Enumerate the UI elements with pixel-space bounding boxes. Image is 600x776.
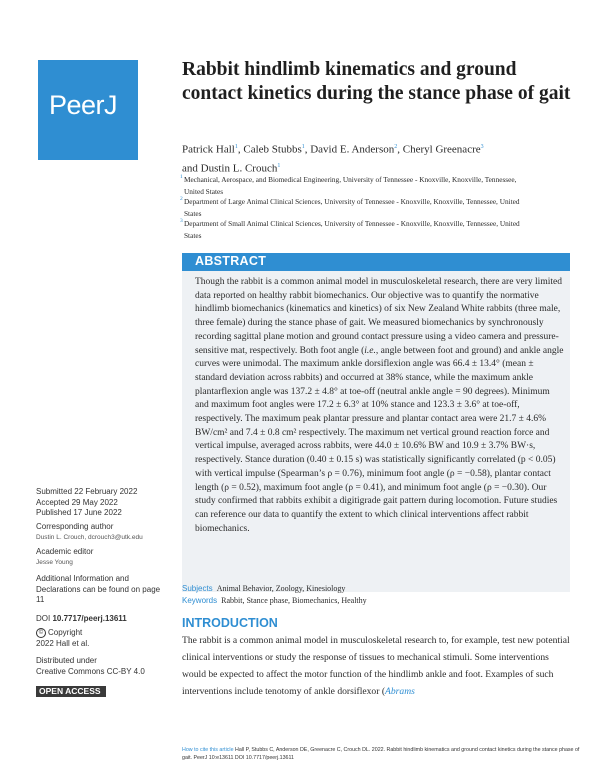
logo-text: PeerJ [49, 90, 118, 120]
submitted-date: Submitted 22 February 2022 [36, 487, 138, 496]
license-intro: Distributed under [36, 656, 97, 665]
affiliation-text: Mechanical, Aerospace, and Biomedical Engineering, University of Tennessee - Knoxville, Knoxville, Tennessee, United States [184, 175, 517, 196]
keywords-value: Rabbit, Stance phase, Biomechanics, Healthy [221, 596, 367, 605]
academic-editor-value: Jesse Young [36, 559, 73, 566]
author-name: Dustin L. Crouch [200, 162, 278, 175]
academic-editor-label: Academic editor [36, 547, 94, 556]
abstract-part: Though the rabbit is a common animal model in musculoskeletal research, there are very limited data reported on healthy rabbit biomechanics. Our objective was to quantify the normative hindlimb biomechanics (kinematics and kinetics) of six New Zealand White rabbits (three male, three female) during the stance phase of gait. We measured biomechanics by synchronously recording sagittal plane motion and ground contact pressure using a video camera and pressure-sensitive mat, respectively. Both foot angle ( [195, 277, 562, 356]
author-affil-num: 3 [480, 144, 484, 150]
affiliation-text: Department of Small Animal Clinical Sciences, University of Tennessee - Knoxville, Knoxville, Tennessee, United States [184, 219, 520, 240]
citation-footer [182, 746, 582, 762]
copyright-label: Copyright [48, 628, 83, 638]
copyright-value: 2022 Hall et al. [36, 638, 90, 648]
author-affil-num: 2 [394, 144, 398, 150]
peerj-logo [38, 60, 138, 160]
paper-title: Rabbit hindlimb kinematics and ground contact kinetics during the stance phase of gait [182, 59, 571, 104]
doi-line[interactable] [36, 614, 166, 625]
affiliation-text: Department of Large Animal Clinical Sciences, University of Tennessee - Knoxville, Knoxville, Tennessee, United States [184, 197, 520, 218]
affiliation-number: 3 [180, 218, 183, 224]
introduction-text [182, 632, 572, 700]
doi-value[interactable]: 10.7717/peerj.13611 [52, 614, 127, 623]
affiliation [180, 196, 530, 219]
copyright-icon: © [36, 628, 46, 638]
published-date: Published 17 June 2022 [36, 508, 122, 517]
corresponding-author-label: Corresponding author [36, 522, 114, 531]
affiliation [180, 174, 530, 197]
open-access-badge [36, 686, 106, 697]
citation-link[interactable]: Abrams [385, 686, 415, 697]
affiliation-number: 2 [180, 196, 183, 202]
author-name: David E. Anderson [310, 143, 395, 156]
subjects-value: Animal Behavior, Zoology, Kinesiology [216, 584, 346, 593]
author-name: Patrick Hall [182, 143, 235, 156]
keywords-label: Keywords [182, 596, 218, 605]
copyright-line [36, 628, 166, 649]
introduction-body: The rabbit is a common animal model in musculoskeletal research to, for example, test new potential clinical interventions or study the response of tissues to mechanical stimuli. Some interventions would be expected to affect the motor function of the hindlimb ankle and foot. Examples of such interventions include tenotomy of ankle dorsiflexor ( [182, 635, 570, 697]
submission-dates [36, 487, 166, 519]
abstract-text [195, 276, 565, 536]
corresponding-author-value[interactable]: Dustin L. Crouch, dcrouch3@utk.edu [36, 534, 143, 541]
affiliation [180, 218, 530, 241]
citation-footer-text: Hall P, Stubbs C, Anderson DE, Greenacre C, Crouch DL. 2022. Rabbit hindlimb kinematics and ground contact kinetics during the stance phase of gait. PeerJ 10:e13611 DOI 10.7717/peerj.13611 [182, 747, 580, 761]
author-list: Patrick Hall$^1$, Caleb Stubbs$^1$, David E. Anderson$^2$, Cheryl Greenacre$^3$ and Dustin L. Crouch$^1$ [182, 143, 484, 175]
additional-info-note: Additional Information and Declarations can be found on page 11 [36, 574, 161, 604]
introduction-heading: INTRODUCTION [182, 616, 278, 630]
abstract-part: , angle between foot and ground) and ankle angle curves were unimodal. The maximum ankle dorsiflexion angle was 66.4 ± 13.4° (mean ± standard deviation across rabbits) and occurred at 38% stance, while the maximum ankle plantarflexion angle was 137.2 ± 4.8° at toe-off (neutral ankle angle = 90 degrees). Minimum and maximum foot angles were 17.2 ± 6.3° at 10% stance and 123.3 ± 3.6° at toe-off, respectively. The maximum peak plantar pressure and plantar contact area were 21.7 ± 4.6% BW/cm² and 7.4 ± 0.8 cm² respectively. The maximum net vertical ground reaction force and vertical impulse, averaged across rabbits, were 44.0 ± 10.6% BW and 10.9 ± 3.7% BW·s, respectively. Stance duration (0.40 ± 0.15 s) was statistically significantly correlated (p < 0.05) with vertical impulse (Spearman’s ρ = 0.76), minimum foot angle (ρ = −0.58), plantar contact length (ρ = 0.52), maximum foot angle (ρ = 0.41), and minimum foot angle (ρ = −0.30). Our study confirmed that rabbits exhibit a digitigrade gait pattern during locomotion. Future studies can reference our data to quantify the extent to which clinical interventions affect rabbit biomechanics. [195, 345, 564, 534]
author-affil-num: 1 [277, 162, 281, 169]
affiliation-number: 1 [180, 174, 183, 180]
open-access-label: OPEN ACCESS [39, 686, 101, 696]
abstract-emphasis: i.e. [364, 345, 376, 356]
accepted-date: Accepted 29 May 2022 [36, 497, 118, 507]
keywords-line [182, 596, 367, 605]
author-affil-num: 1 [301, 144, 305, 150]
abstract-heading-bar [182, 253, 570, 271]
license-name[interactable]: Creative Commons CC-BY 4.0 [36, 666, 145, 676]
author-name: Cheryl Greenacre [402, 143, 481, 156]
author-name: Caleb Stubbs [243, 143, 302, 156]
subjects-label: Subjects [182, 584, 213, 593]
author-affil-num: 1 [234, 144, 238, 150]
license-line [36, 656, 166, 677]
doi-label: DOI [36, 614, 51, 623]
citation-footer-label: How to cite this article [182, 747, 234, 753]
subjects-line [182, 584, 345, 593]
abstract-heading: ABSTRACT [195, 254, 267, 268]
